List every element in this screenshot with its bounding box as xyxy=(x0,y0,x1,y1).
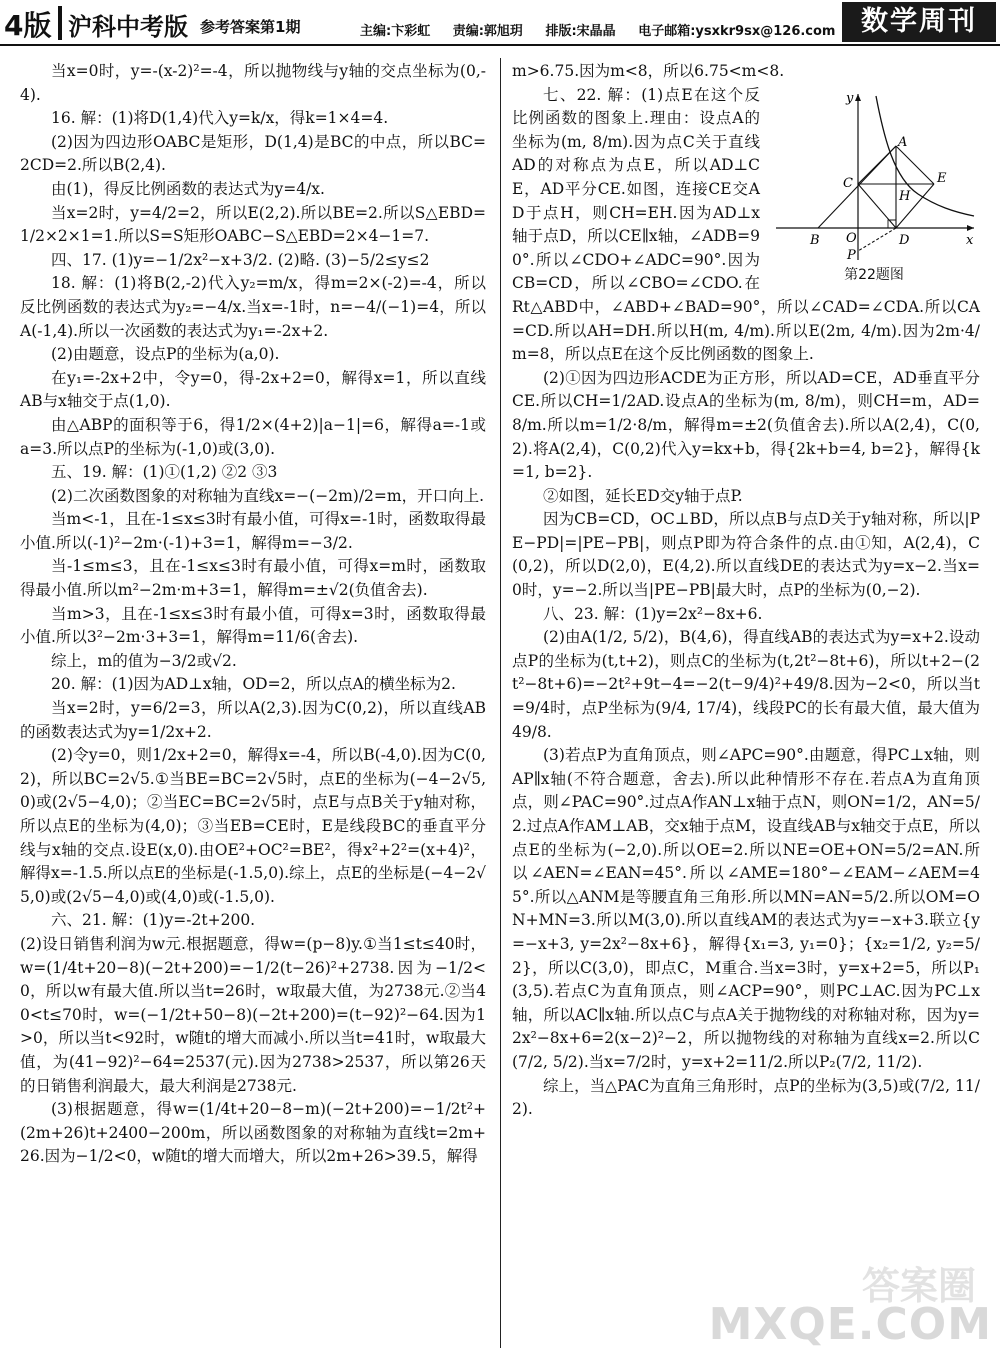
paragraph: 20. 解：(1)因为AD⊥x轴，OD=2，所以点A的横坐标为2. xyxy=(51,675,456,694)
paragraph: 四、17. (1)y=−1/2x²−x+3/2. (2)略. (3)−5/2≤y≤2 xyxy=(51,250,430,269)
chief-editor: 主编:卞彩虹 xyxy=(360,24,431,39)
editor: 责编:郭旭玥 xyxy=(452,24,523,39)
paragraph: 七、22. 解：(1)点E在这个反比例函数的图象上.理由：设点A的坐标为(m, 8/m).因为点C关于直线AD的对称点为点E，所以AD⊥CE，AD平分CE.如图，连接CE交AD于点H，则CH=EH.因为AD⊥x轴于点D，所以CE∥x轴，∠ADB=90°.所以∠CDO+∠ADC=90°.因为CB=CD，所以∠CBO=∠CDO.在Rt△ABD中，∠ABD+∠BAD=90°，所以∠CAD=∠CDA.所以CA=CD.所以AH=DH.所以H(m, 4/m).所以E(2m, 4/m).因为2m·4/m=8，所以点E在这个反比例函数的图象上. xyxy=(512,85,980,364)
paragraph: 16. 解：(1)将D(1,4)代入y=k/x，得k=1×4=4. xyxy=(51,109,389,128)
paragraph: 当m<-1，且在-1≤x≤3时有最小值，可得x=-1时，函数取得最小值.所以(-1)²−2m·(-1)+3=1，解得m=−3/2. xyxy=(20,510,486,552)
label-y: y xyxy=(846,90,854,106)
paragraph: 因为CB=CD，OC⊥BD，所以点B与点D关于y轴对称，所以|PE−PD|=|PE−PB|，则点P即为符合条件的点.由①知，A(2,4)，C(0,2)，所以D(2,0)，E(4,2).所以直线DE的表达式为y=x−2.当x=0时，y=−2.所以当|PE−PB|最大时，点P的坐标为(0,−2). xyxy=(512,510,980,600)
paragraph: (2)①因为四边形ACDE为正方形，所以AD=CE，AD垂直平分CE.所以CH=1/2AD.设点A的坐标为(m, 8/m)，则CH=m，AD=8/m.所以m=1/2·8/m，解得m=±2(负值舍去).所以A(2,4)，C(0,2).将A(2,4)，C(0,2)代入y=kx+b，得{2k+b=4, b=2}，解得{k=1, b=2}. xyxy=(512,368,980,482)
line-ca xyxy=(858,146,896,184)
paragraph: 综上，m的值为−3/2或√2. xyxy=(51,651,237,670)
staff-info xyxy=(360,20,853,39)
watermark-logo: 答案圈 xyxy=(861,1264,976,1308)
label-b: B xyxy=(810,232,820,248)
paragraph: 五、19. 解：(1)①(1,2) ②2 ③3 xyxy=(51,463,278,482)
paragraph: (2)二次函数图象的对称轴为直线x=−(−2m)/2=m，开口向上. xyxy=(51,486,485,505)
paragraph: m>6.75.因为m<8，所以6.75<m<8. xyxy=(512,62,785,80)
header-separator xyxy=(58,6,62,40)
line-dp xyxy=(858,228,896,251)
paragraph: 当x=2时，y=4/2=2，所以E(2,2).所以BE=2.所以S△EBD=1/2×2×1=1.所以S=S矩形OABC−S△EBD=2×4−1=7. xyxy=(20,203,486,246)
label-d: D xyxy=(899,232,910,248)
hyperbola-curve xyxy=(876,96,974,216)
layout-editor: 排版:宋晶晶 xyxy=(545,24,616,39)
figure-22 xyxy=(768,88,980,288)
paragraph: (2)令y=0，则1/2x+2=0，解得x=-4，所以B(-4,0).因为C(0,2)，所以BC=2√5.①当BE=BC=2√5时，点E的坐标为(−4−2√5,0)或(2√5−4,0)；②当EC=BC=2√5时，点E与点B关于y轴对称，所以点E的坐标为(4,0)；③当EB=CE时，E是线段BC的垂直平分线与x轴的交点.设E(x,0).由OE²+OC²=BE²，得x²+2²=(x+4)²，解得x=-1.5.所以点E的坐标是(-1.5,0).综上，点E的坐标是(−4−2√5,0)或(2√5−4,0)或(4,0)或(-1.5,0). xyxy=(20,746,486,906)
right-column-top xyxy=(512,60,980,367)
line-ae xyxy=(896,146,934,184)
right-column-bottom xyxy=(512,367,980,1122)
paragraph: 18. 解：(1)将B(2,-2)代入y₂=m/x，得m=2×(-2)=-4，所以反比例函数的表达式为y₂=−4/x.当x=-1时，n=−4/(−1)=4，所以A(-1,4).所以一次函数的表达式为y₁=-2x+2. xyxy=(20,274,486,340)
issue-label: 参考答案第1期 xyxy=(200,18,301,36)
figure-22-diagram xyxy=(768,88,980,264)
figure-caption: 第22题图 xyxy=(844,266,904,283)
label-a: A xyxy=(898,134,908,150)
paragraph: 当m>3，且在-1≤x≤3时有最小值，可得x=3时，函数取得最小值.所以3²−2m·3+3=1，解得m=11/6(舍去). xyxy=(20,604,486,647)
column-divider xyxy=(500,58,501,1348)
label-c: C xyxy=(843,175,853,191)
label-h: H xyxy=(899,188,911,204)
label-p: P xyxy=(847,247,856,263)
paragraph: ②如图，延长ED交y轴于点P. xyxy=(543,486,743,505)
label-e: E xyxy=(937,170,947,186)
paragraph: 当x=0时，y=-(x-2)²=-4，所以抛物线与y轴的交点坐标为(0,-4). xyxy=(20,62,486,104)
x-axis-arrow xyxy=(967,225,974,231)
page-number: 4版 xyxy=(4,9,52,42)
paragraph: (2)由A(1/2, 5/2)，B(4,6)，得直线AB的表达式为y=x+2.设动点P的坐标为(t,t+2)，则点C的坐标为(t,2t²−8t+6)，所以t+2−(2t²−8t+6)=−2t²+9t−4=−2(t−9/4)²+49/8.因为−2<0，所以当t=9/4时，点P坐标为(9/4, 17/4)，线段PC的长有最大值，最大值为49/8. xyxy=(512,628,980,741)
paragraph: 八、23. 解：(1)y=2x²−8x+6. xyxy=(543,604,763,623)
paragraph: 六、21. 解：(1)y=-2t+200. xyxy=(51,911,256,930)
edition-title: 沪科中考版 xyxy=(68,13,188,41)
y-axis-arrow xyxy=(855,94,861,101)
paragraph: (2)因为四边形OABC是矩形，D(1,4)是BC的中点，所以BC=2CD=2.所以B(2,4). xyxy=(20,132,486,175)
watermark-url: MXQE.COM xyxy=(708,1299,992,1350)
paragraph: 在y₁=-2x+2中，令y=0，得-2x+2=0，解得x=1，所以直线AB与x轴交于点(1,0). xyxy=(20,368,486,411)
paragraph: (3)根据题意，得w=(1/4t+20−8−m)(−2t+200)=−1/2t²+(2m+26)t+2400−200m，所以函数图象的对称轴为直线t=2m+26.因为−1/2<0，w随t的增大而增大，所以2m+26>39.5，解得 xyxy=(20,1100,486,1166)
paragraph: 当-1≤m≤3，且在-1≤x≤3时有最小值，可得x=m时，函数取得最小值.所以m²−2m·m+3=1，解得m=±√2(负值舍去). xyxy=(20,557,486,600)
email: 电子邮箱:ysxkr9sx@126.com xyxy=(638,24,836,39)
page-header xyxy=(0,0,1000,46)
paragraph: (3)若点P为直角顶点，则∠APC=90°.由题意，得PC⊥x轴，则AP∥x轴(不符合题意，舍去).所以此种情形不存在.若点A为直角顶点，则∠PAC=90°.过点A作AN⊥x轴于点N，则ON=1/2，AN=5/2.过点A作AM⊥AB，交x轴于点M，设直线AB与x轴交于点E，所以点E的坐标为(−2,0).所以OE=2.所以NE=OE+ON=5/2=AN.所以∠AEN=∠EAN=45°.所以∠AME=180°−∠EAM−∠AEM=45°.所以△ANM是等腰直角三角形.所以MN=AN=5/2.所以OM=ON+MN=3.所以M(3,0).所以直线AM的表达式为y=−x+3.联立{y=−x+3, y=2x²−8x+6}，解得{x₁=3, y₁=0}；{x₂=1/2, y₂=5/2}，所以C(3,0)，即点C，M重合.当x=3时，y=x+2=5，所以P₁(3,5).若点C为直角顶点，则∠ACP=90°，则PC⊥AC.因为PC⊥x轴，所以AC∥x轴.所以点C与点A关于抛物线的对称轴对称，因为y=2x²−8x+6=2(x−2)²−2，所以抛物线的对称轴为直线x=2.所以C(7/2, 5/2).当x=7/2时，y=x+2=11/2.所以P₂(7/2, 11/2). xyxy=(512,746,980,1071)
label-o: O xyxy=(846,230,857,246)
label-x: x xyxy=(966,232,974,248)
paragraph: 由△ABP的面积等于6，得1/2×(4+2)|a−1|=6，解得a=-1或a=3.所以点P的坐标为(-1,0)或(3,0). xyxy=(20,415,486,458)
line-cd xyxy=(858,184,896,228)
paragraph: (2)由题意，设点P的坐标为(a,0). xyxy=(51,345,280,364)
right-column xyxy=(512,60,980,1122)
left-column xyxy=(20,60,486,1169)
masthead-logo: 数学周刊 xyxy=(842,2,996,42)
paragraph: 由(1)，得反比例函数的表达式为y=4/x. xyxy=(51,179,325,198)
paragraph: 当x=2时，y=6/2=3，所以A(2,3).因为C(0,2)，所以直线AB的函数表达式为y=1/2x+2. xyxy=(20,699,486,741)
paragraph: 综上，当△PAC为直角三角形时，点P的坐标为(3,5)或(7/2, 11/2). xyxy=(512,1076,980,1119)
paragraph: (2)设日销售利润为w元.根据题意，得w=(p−8)y.①当1≤t≤40时，w=(1/4t+20−8)(−2t+200)=−1/2(t−26)²+2738.因为−1/2<0，所以w有最大值.所以当t=26时，w取最大值，为2738元.②当40<t≤70时，w=(−1/2t+50−8)(−2t+200)=(t−92)²−64.因为1>0，所以当t<92时，w随t的增大而减小.所以当t=41时，w取最大值，为(41−92)²−64=2537(元).因为2738>2537，所以第26天的日销售利润最大，最大利润是2738元. xyxy=(20,934,486,1095)
